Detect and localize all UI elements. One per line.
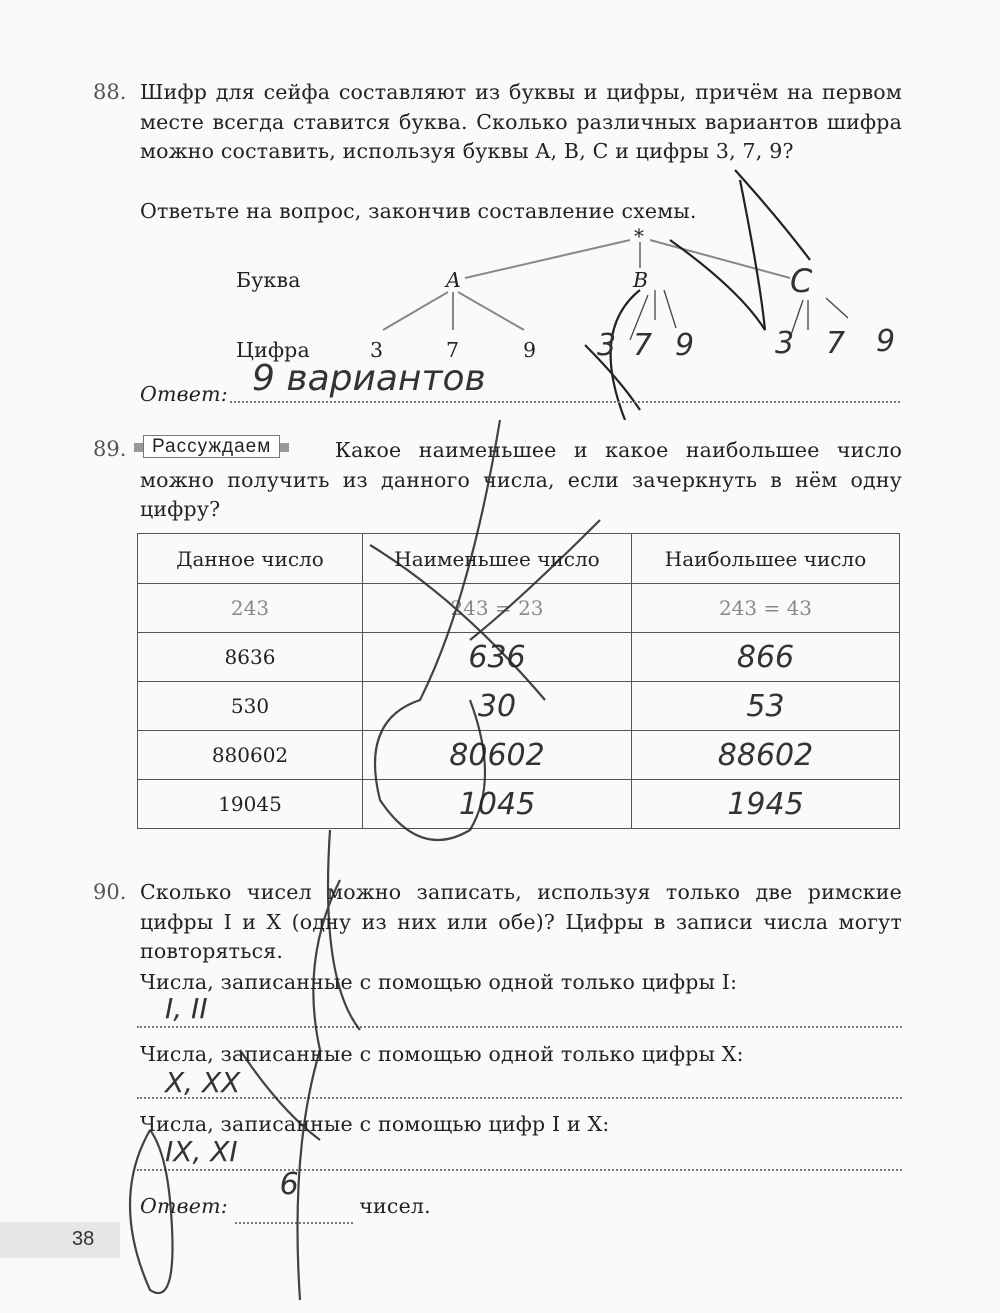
tree-digit-hand: 9: [876, 324, 896, 359]
answer-handwritten-88: 9 вариантов: [252, 358, 486, 399]
cell-min: 243 = 23: [363, 584, 632, 633]
page-number-tab: [0, 1222, 120, 1258]
answer-1: I, II: [165, 992, 208, 1025]
question-3: Числа, записанные с помощью цифр I и X:: [140, 1112, 610, 1136]
problem-88-text: Шифр для сейфа составляют из буквы и цифры, причём на первом месте всегда ставится буква. Сколько различных вариантов шифра можно составить, используя буквы A, B, C и цифры 3, 7, 9?: [140, 80, 902, 163]
answer-label-90: Ответ:: [140, 1194, 228, 1218]
answer-line-1[interactable]: [137, 1025, 902, 1028]
numbers-table: [137, 533, 900, 829]
tree-digit-hand: 3: [775, 326, 795, 361]
tree-digit: 7: [446, 338, 460, 362]
answer-3: IX, XI: [165, 1135, 238, 1168]
problem-90-text: Сколько чисел можно записать, используя только две римские цифры I и X (одну из них или обе)? Цифры в записи числа могут повторяться.: [140, 880, 902, 963]
tree-digit: 9: [523, 338, 537, 362]
cell-max: 243 = 43: [632, 584, 900, 633]
cell-given: 8636: [138, 633, 363, 682]
problem-89-text: Какое наименьшее и какое наибольшее число можно получить из данного числа, если зачеркнуть в нём одну цифру?: [140, 438, 902, 521]
answer-row-90: [140, 1167, 431, 1224]
answer-line-88[interactable]: [230, 400, 900, 403]
cell-max[interactable]: 1945: [632, 780, 900, 829]
tree-digit: 3: [370, 338, 384, 362]
cell-max[interactable]: 53: [632, 682, 900, 731]
problem-90-number: 90.: [93, 880, 127, 904]
answer-2: X, XX: [165, 1066, 241, 1099]
page-number: 38: [72, 1228, 95, 1250]
answer-label-88: Ответ:: [140, 382, 228, 406]
cell-given: 243: [138, 584, 363, 633]
tree-row-label-letter: Буква: [236, 268, 301, 292]
cell-min[interactable]: 1045: [363, 780, 632, 829]
tree-digit-hand: 3: [597, 328, 617, 363]
pen-scribble: [585, 170, 813, 420]
answer-value-90: 6: [279, 1167, 299, 1202]
tree-row-label-digit: Цифра: [236, 338, 310, 362]
cell-min[interactable]: 636: [363, 633, 632, 682]
cell-max[interactable]: 88602: [632, 731, 900, 780]
answer-line-3[interactable]: [137, 1168, 902, 1171]
tree-letter-b: B: [633, 268, 649, 292]
tree-letter-a: A: [446, 268, 462, 292]
table-row: [138, 584, 900, 633]
problem-88-number: 88.: [93, 80, 127, 104]
table-row: [138, 731, 900, 780]
table-row: [138, 633, 900, 682]
table-row: [138, 780, 900, 829]
badge-label: Рассуждаем: [143, 435, 280, 458]
answer-suffix-90: чисел.: [359, 1194, 431, 1218]
table-header: Наибольшее число: [632, 534, 900, 584]
cell-max[interactable]: 866: [632, 633, 900, 682]
answer-line-2[interactable]: [137, 1096, 902, 1099]
problem-89-number: 89.: [93, 437, 127, 461]
question-1: Числа, записанные с помощью одной только цифры I:: [140, 970, 738, 994]
problem-88-instruction: Ответьте на вопрос, закончив составление схемы.: [140, 199, 697, 223]
answer-field-90[interactable]: [235, 1167, 353, 1224]
cell-given: 530: [138, 682, 363, 731]
cell-given: 880602: [138, 731, 363, 780]
table-row: [138, 682, 900, 731]
cell-given: 19045: [138, 780, 363, 829]
cell-min[interactable]: 80602: [363, 731, 632, 780]
table-header: Данное число: [138, 534, 363, 584]
tree-digit-hand: 7: [633, 328, 653, 363]
tree-letter-c: C: [790, 262, 813, 300]
tree-digit-hand: 7: [826, 326, 846, 361]
tree-digit-hand: 9: [675, 328, 695, 363]
tree-diagram: [0, 0, 1000, 420]
table-header: Наименьшее число: [363, 534, 632, 584]
tree-root: *: [634, 224, 644, 248]
question-2: Числа, записанные с помощью одной только цифры X:: [140, 1042, 744, 1066]
cell-min[interactable]: 30: [363, 682, 632, 731]
